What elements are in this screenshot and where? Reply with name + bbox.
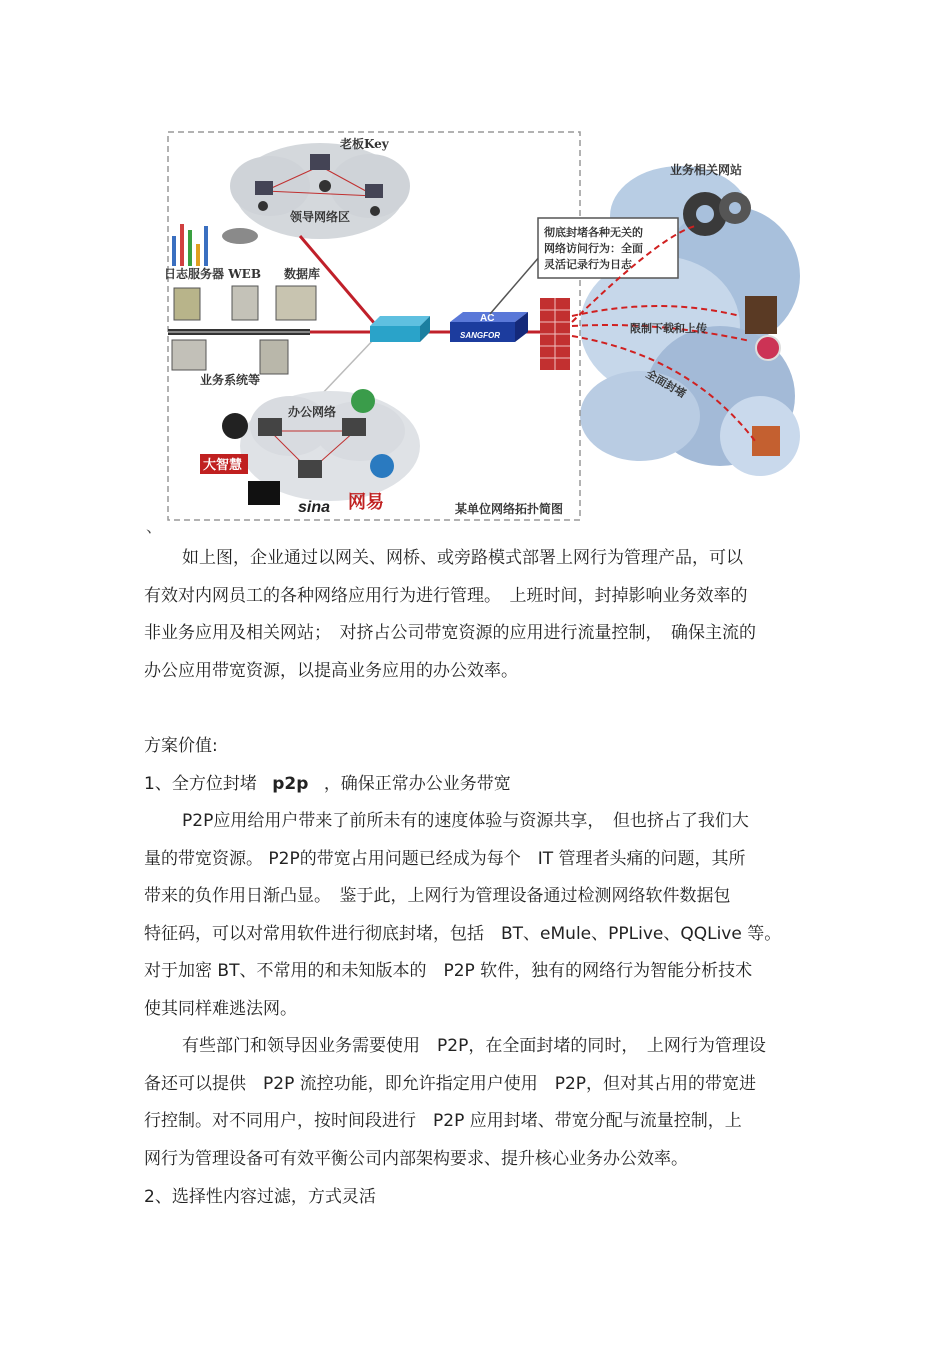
section1-title-bold: p2p [272, 774, 309, 794]
text-line: P2P应用给用户带来了前所未有的速度体验与资源共享， 但也挤占了我们大 [182, 811, 749, 831]
text-line: 办公应用带宽资源，以提高业务应用的办公效率。 [144, 660, 518, 681]
leader-zone-label: 领导网络区 [290, 210, 351, 224]
switch-icon [370, 316, 430, 342]
leader-pc-icon [365, 184, 383, 198]
dazhihui-text: 大智慧 [203, 458, 243, 473]
leader-pc-icon [255, 181, 273, 195]
text-line: 非业务应用及相关网站； 对挤占公司带宽资源的应用进行流量控制， 确保主流的 [144, 623, 756, 643]
text-line: 有效对内网员工的各种网络应用行为进行管理。 上班时间，封掉影响业务效率的 [144, 585, 748, 606]
limit-transfer-label: 限制下载和上传 [630, 322, 707, 335]
block-all-label: 全面封堵 [643, 367, 689, 401]
stock-chart-icon [248, 481, 280, 505]
section1-title-suffix: ，确保正常办公业务带宽 [323, 774, 511, 794]
database-label: 数据库 [284, 267, 321, 281]
text-line: 有些部门和领导因业务需要使用 P2P，在全面封堵的同时， 上网行为管理设 [182, 1036, 766, 1056]
section1-paragraph-2 [144, 1028, 766, 1178]
text-line: 使其同样难逃法网。 [144, 998, 297, 1019]
network-topology-figure [160, 126, 810, 526]
office-pc-icon [258, 418, 282, 436]
game-icon [752, 426, 780, 456]
text-line: 带来的负作用日渐凸显。 鉴于此，上网行为管理设备通过检测网络软件数据包 [144, 886, 731, 906]
text-line: 量的带宽资源。 P2P的带宽占用问题已经成为每个 IT 管理者头痛的问题，其所 [144, 848, 746, 869]
qq-icon [222, 413, 248, 439]
movie-poster-icon [745, 296, 777, 334]
value-heading: 方案价值: [144, 736, 218, 756]
leader-cloud [230, 143, 410, 239]
firewall-icon [540, 298, 570, 370]
sangfor-label: SANGFOR [460, 331, 500, 340]
boss-pc-icon [310, 154, 330, 170]
section2-title: 2、选择性内容过滤，方式灵活 [144, 1187, 376, 1207]
text-line: 网行为管理设备可有效平衡公司内部架构要求、提升核心业务办公效率。 [144, 1148, 688, 1169]
callout-line: 彻底封堵各种无关的 [544, 226, 643, 239]
log-chart-icon [172, 224, 258, 266]
text-line: 行控制。对不同用户，按时间段进行 P2P 应用封堵、带宽分配与流量控制，上 [144, 1111, 742, 1131]
media-player-icon [370, 454, 394, 478]
section1-paragraph-1 [144, 803, 781, 1028]
office-pc-icon [298, 460, 322, 478]
text-line: 对于加密 BT、不常用的和未知版本的 P2P 软件，独有的网络行为智能分析技术 [144, 961, 753, 981]
text-line: 备还可以提供 P2P 流控功能，即允许指定用户使用 P2P，但对其占用的带宽进 [144, 1073, 757, 1094]
section1-title-prefix: 1、全方位封堵 [144, 774, 257, 794]
text-line: 特征码，可以对常用软件进行彻底封堵，包括 BT、eMule、PPLive、QQLive 等。 [144, 923, 782, 944]
boss-key-label: 老板Key [340, 137, 389, 151]
browser-icon [351, 389, 375, 413]
log-server-label: 日志服务器 WEB [164, 267, 261, 281]
figure-title: 某单位网络拓扑简图 [455, 502, 564, 516]
section1-title [144, 766, 511, 804]
ac-label: AC [480, 313, 495, 324]
stray-mark: 、 [146, 517, 163, 536]
sina-logo: sina [298, 499, 331, 516]
callout-line: 网络访问行为：全面 [544, 242, 643, 255]
intro-paragraph [144, 540, 756, 690]
business-sites-label: 业务相关网站 [670, 163, 743, 177]
business-systems-label: 业务系统等 [200, 373, 261, 387]
disc-icon [756, 336, 780, 360]
callout-line: 灵活记录行为日志 [544, 258, 632, 271]
office-pc-icon [342, 418, 366, 436]
text-line: 如上图，企业通过以网关、网桥、或旁路模式部署上网行为管理产品，可以 [182, 548, 743, 568]
netease-logo: 网易 [348, 492, 384, 513]
office-network-label: 办公网络 [288, 405, 337, 419]
